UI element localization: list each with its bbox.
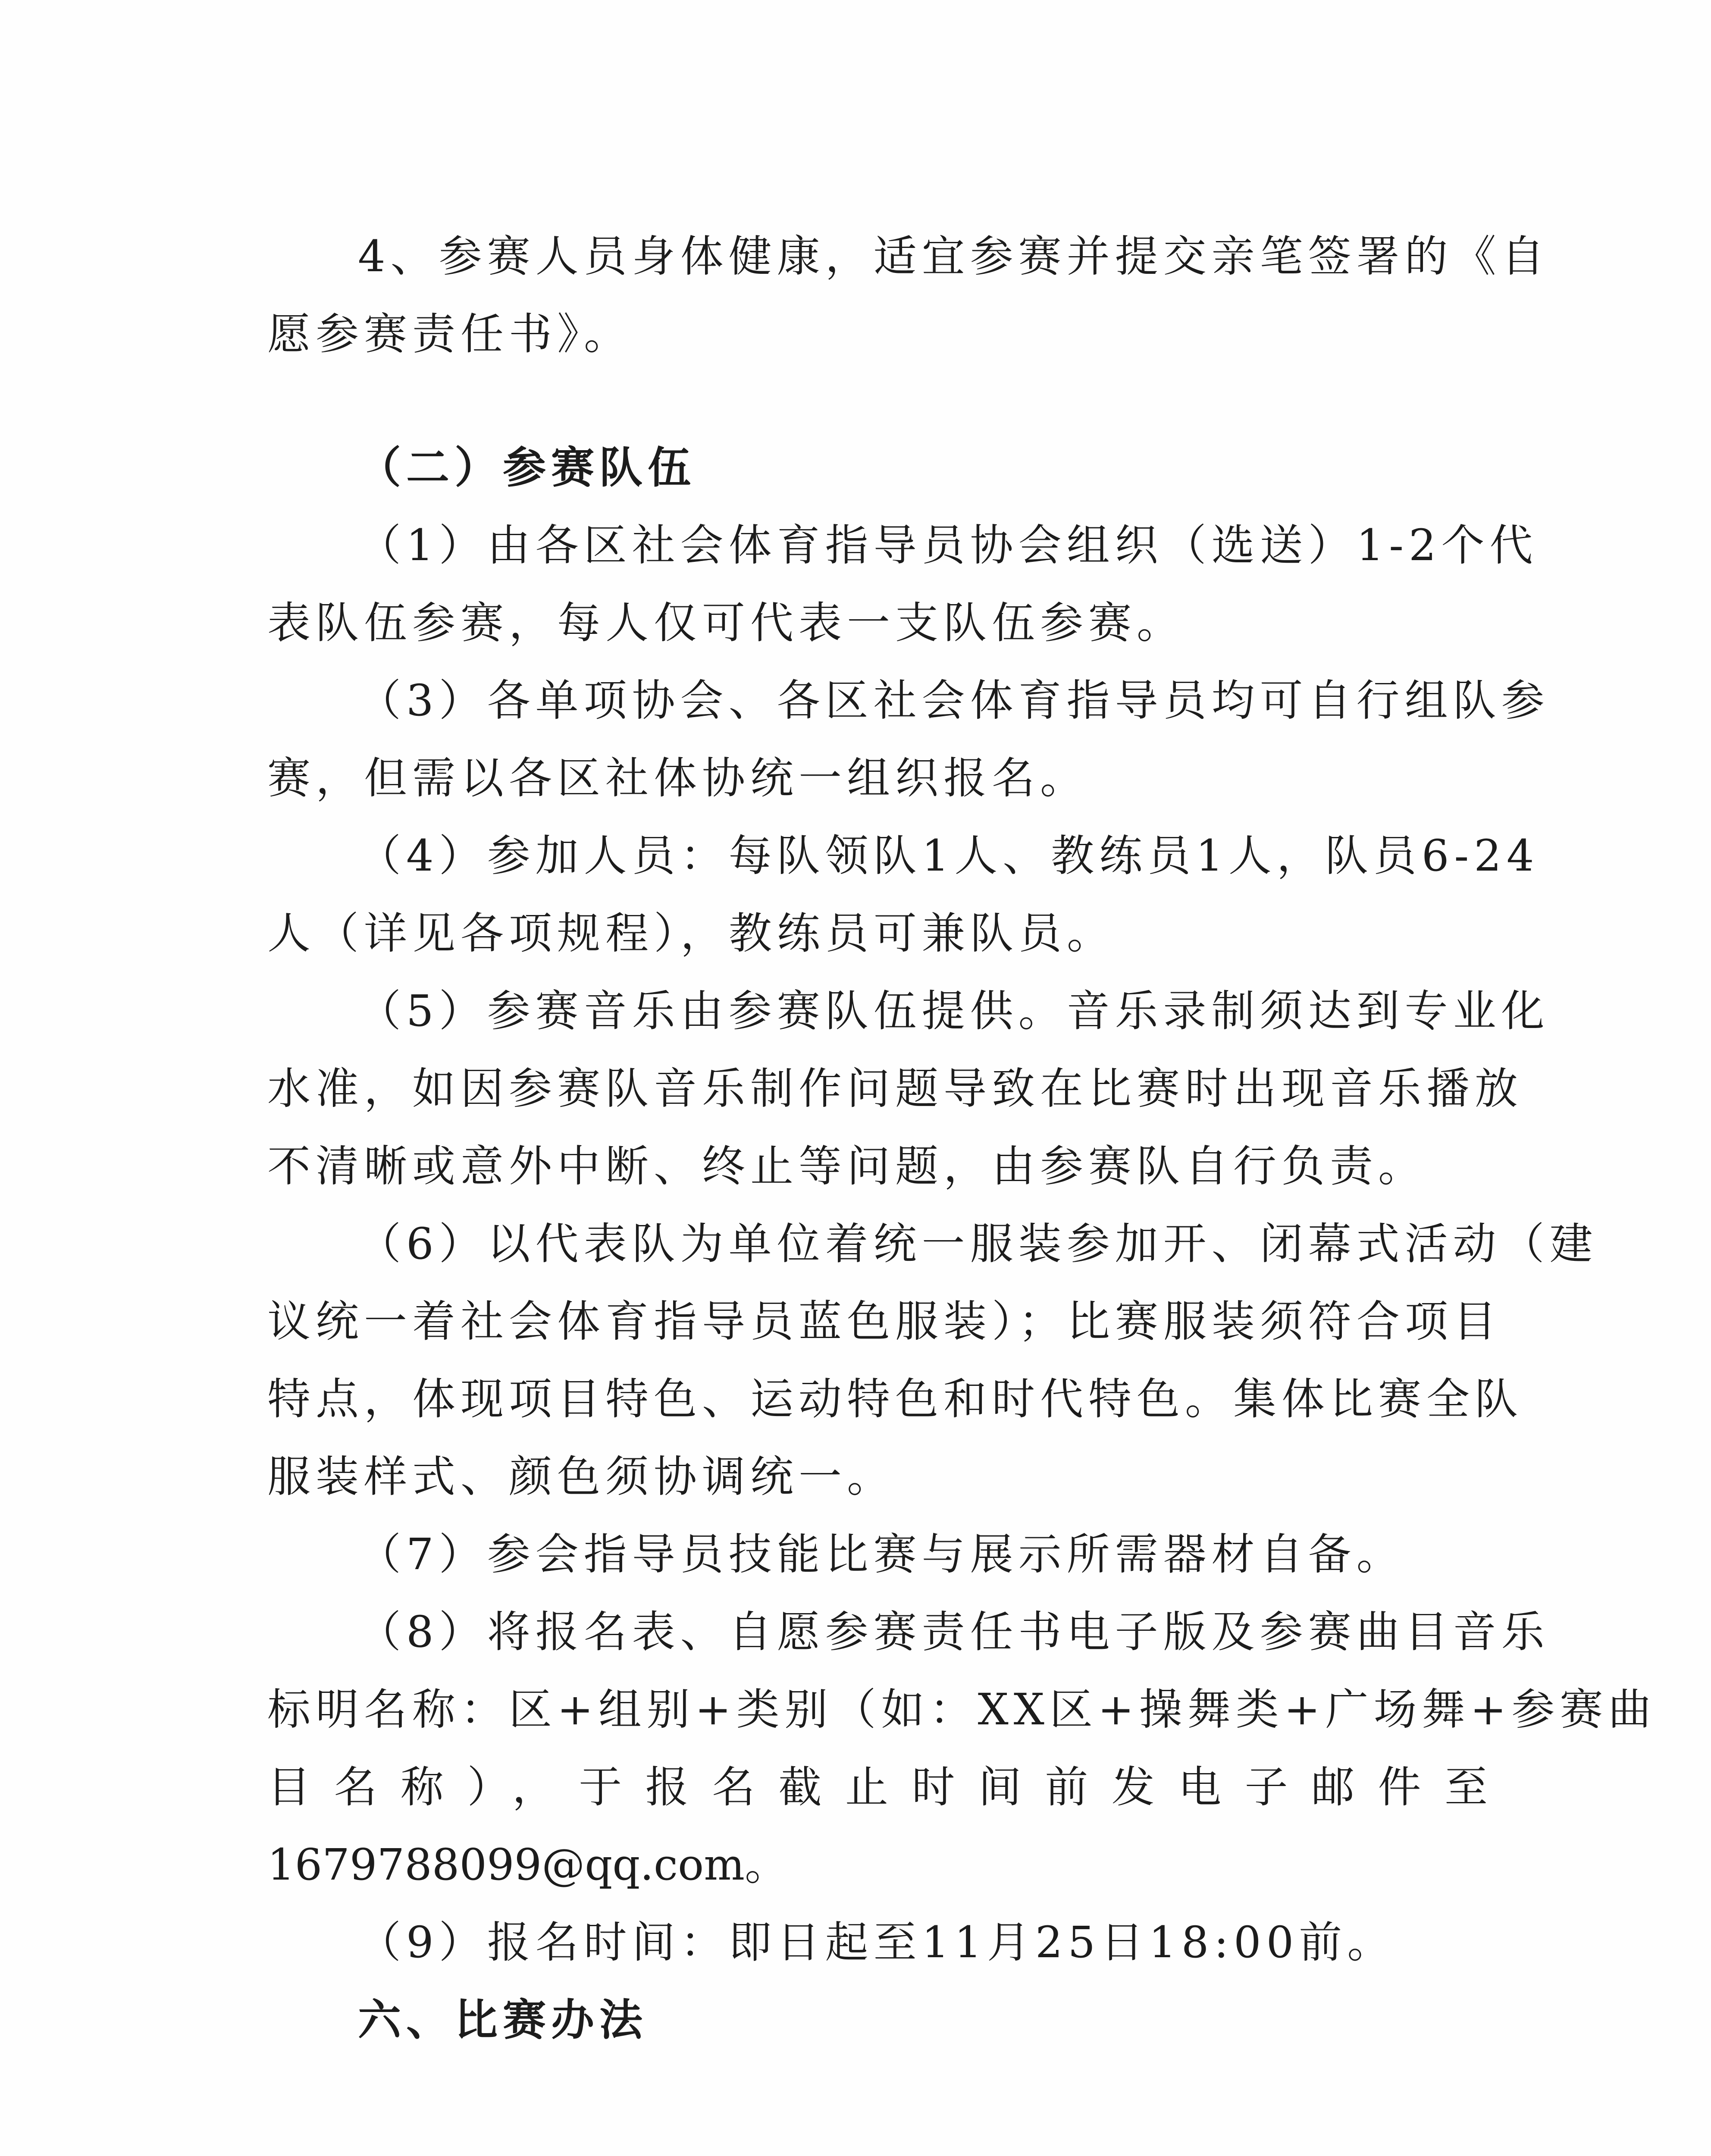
paragraph-line: 4、参赛人员身体健康，适宜参赛并提交亲笔签署的《自 [358, 231, 1550, 282]
paragraph-line: 水准，如因参赛队音乐制作问题导致在比赛时出现音乐播放 [267, 1063, 1523, 1114]
paragraph-line: 服装样式、颜色须协调统一。 [267, 1451, 895, 1502]
paragraph-line: 目名称），于报名截止时间前发电子邮件至 [267, 1762, 1488, 1812]
paragraph-line: （5）参赛音乐由参赛队伍提供。音乐录制须达到专业化 [358, 986, 1550, 1036]
section-heading: （二）参赛队伍 [358, 442, 696, 493]
paragraph-line: 不清晰或意外中断、终止等问题，由参赛队自行负责。 [267, 1141, 1426, 1191]
paragraph-line: （6）以代表队为单位着统一服装参加开、闭幕式活动（建 [358, 1219, 1598, 1269]
paragraph-line: （9）报名时间：即日起至11月25日18:00前。 [358, 1917, 1396, 1968]
paragraph-line: （1）由各区社会体育指导员协会组织（选送）1-2个代 [358, 520, 1538, 570]
paragraph-line: 赛，但需以各区社体协统一组织报名。 [267, 753, 1088, 803]
paragraph-line: 议统一着社会体育指导员蓝色服装）；比赛服装须符合项目 [267, 1296, 1501, 1347]
paragraph-line: （7）参会指导员技能比赛与展示所需器材自备。 [358, 1529, 1405, 1579]
email-address: 1679788099@qq.com。 [267, 1839, 788, 1890]
paragraph-line: 标明名称：区+组别+类别（如：XX区+操舞类+广场舞+参赛曲 [267, 1684, 1657, 1735]
paragraph-line: 表队伍参赛，每人仅可代表一支队伍参赛。 [267, 598, 1185, 648]
paragraph-line: 人（详见各项规程），教练员可兼队员。 [267, 908, 1115, 959]
paragraph-line: 特点，体现项目特色、运动特色和时代特色。集体比赛全队 [267, 1374, 1523, 1424]
paragraph-line: （3）各单项协会、各区社会体育指导员均可自行组队参 [358, 675, 1550, 726]
paragraph-line: （4）参加人员：每队领队1人、教练员1人，队员6-24 [358, 830, 1539, 881]
paragraph-line: 愿参赛责任书》。 [267, 309, 632, 359]
paragraph-line: （8）将报名表、自愿参赛责任书电子版及参赛曲目音乐 [358, 1607, 1550, 1657]
section-heading: 六、比赛办法 [358, 1995, 648, 2045]
